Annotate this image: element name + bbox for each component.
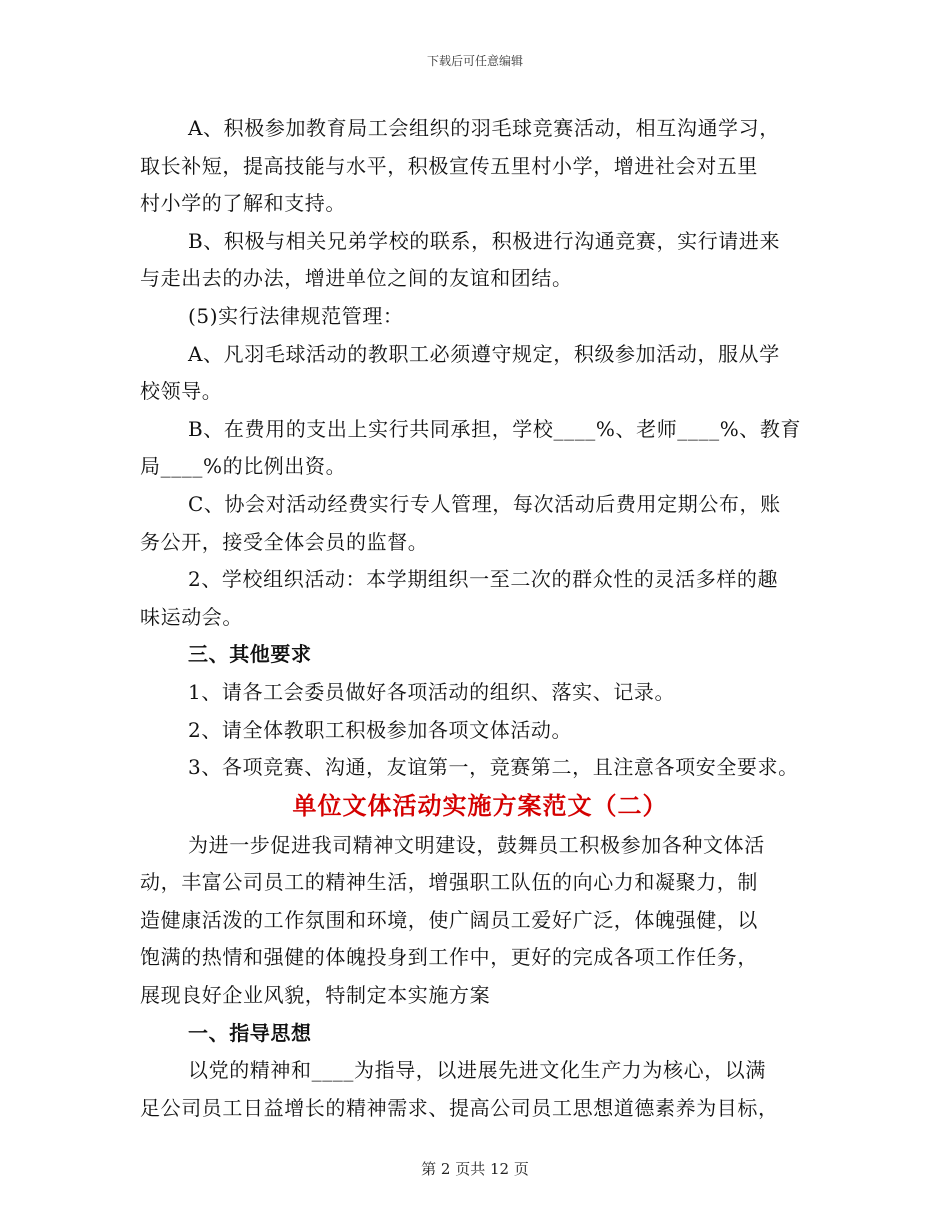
section-heading: 三、其他要求 [188,642,312,667]
paragraph-line: 与走出去的办法，增进单位之间的友谊和团结。 [140,266,573,291]
paragraph-line: 1、请各工会委员做好各项活动的组织、落实、记录。 [188,679,676,704]
page-header: 下载后可任意编辑 [426,54,523,68]
paragraph-line: 为进一步促进我司精神文明建设，鼓舞员工积极参加各种文体活 [188,832,765,857]
paragraph-line: 动，丰富公司员工的精神生活，增强职工队伍的向心力和凝聚力，制 [140,870,758,895]
paragraph-line: 2、学校组织活动：本学期组织一至二次的群众性的灵活多样的趣 [188,567,779,592]
section-title: 单位文体活动实施方案范文（二） [292,790,668,820]
paragraph-line: 3、各项竞赛、沟通，友谊第一，竞赛第二，且注意各项安全要求。 [188,755,799,780]
paragraph-line: (5)实行法律规范管理： [188,303,404,328]
paragraph-line: A、凡羽毛球活动的教职工必须遵守规定，积级参加活动，服从学 [188,341,780,366]
paragraph-line: 局____%的比例出资。 [140,454,347,479]
paragraph-line: A、积极参加教育局工会组织的羽毛球竞赛活动，相互沟通学习， [188,116,780,140]
section-heading: 一、指导思想 [188,1020,312,1045]
paragraph-line: 以党的精神和____为指导，以进展先进文化生产力为核心，以满 [188,1058,766,1083]
paragraph-line: 饱满的热情和强健的体魄投身到工作中，更好的完成各项工作任务， [140,945,758,970]
paragraph-line: 务公开，接受全体会员的监督。 [140,529,429,554]
paragraph-line: 校领导。 [140,379,223,404]
paragraph-line: 展现良好企业风貌，特制定本实施方案 [140,983,491,1008]
paragraph-line: B、积极与相关兄弟学校的联系，积极进行沟通竞赛，实行请进来 [188,228,781,253]
paragraph-line: 足公司员工日益增长的精神需求、提高公司员工思想道德素养为目标， [140,1095,779,1120]
paragraph-line: 造健康活泼的工作氛围和环境，使广阔员工爱好广泛，体魄强健，以 [140,907,758,932]
document-body [140,110,820,1127]
paragraph-line: 取长补短，提高技能与水平，积极宣传五里村小学，增进社会对五里 [140,153,758,178]
paragraph-line: 2、请全体教职工积极参加各项文体活动。 [188,717,573,742]
paragraph-line: B、在费用的支出上实行共同承担，学校____%、老师____%、教育 [188,416,802,441]
paragraph-line: C、协会对活动经费实行专人管理，每次活动后费用定期公布，账 [188,491,781,516]
paragraph-line: 味运动会。 [140,604,243,629]
page-footer: 第 2 页共 12 页 [421,1160,529,1178]
paragraph-line: 村小学的了解和支持。 [140,191,346,216]
